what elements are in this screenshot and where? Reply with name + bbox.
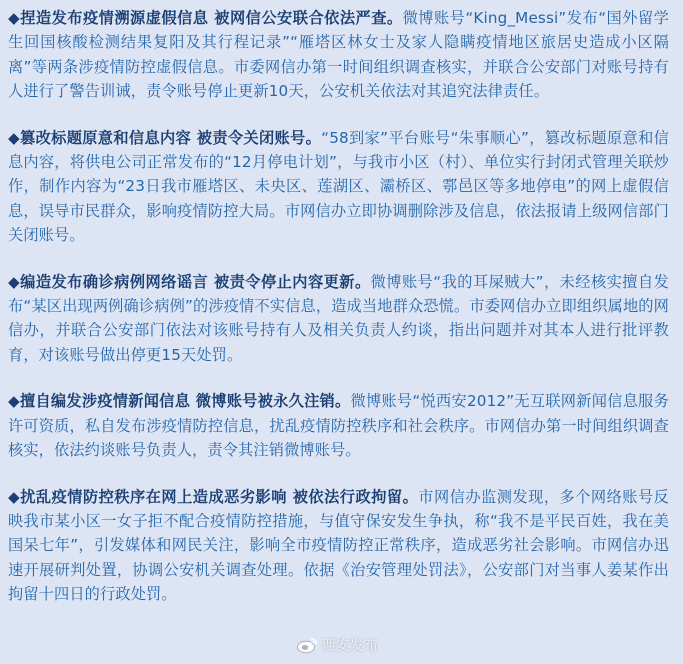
- news-body: 微博账号“我的耳屎贼大”，未经核实擅自发布“某区出现两例确诊病例”的涉疫情不实信息，造成当地群众恐慌。市委网信办立即组织属地的网信办，并联合公安部门依法对该账号持有人及相关负责人约谈，指出问题并对其本人进行批评教育，对该账号做出停更15天处罚。: [8, 272, 669, 364]
- news-headline: 篡改标题原意和信息内容 被责令关闭账号。: [20, 128, 322, 147]
- news-item-4: [8, 389, 669, 462]
- diamond-bullet-icon: ◆: [8, 487, 21, 506]
- news-body: 微博账号“King_Messi”发布“国外留学生回国核酸检测结果复阳及其行程记录”“雁塔区林女士及家人隐瞒疫情地区旅居史造成小区隔离”等两条涉疫情防控虚假信息。市委网信办第一时间组织调查核实，并联合公安部门对账号持有人进行了警告训诫，责令账号停止更新10天，公安机关依法对其追究法律责任。: [8, 9, 669, 101]
- news-item-1: [8, 6, 669, 104]
- news-headline: 编造发布确诊病例网络谣言 被责令停止内容更新。: [20, 272, 371, 291]
- news-item-2: [8, 126, 669, 248]
- news-item-5: [8, 485, 669, 607]
- news-paragraph: [8, 6, 669, 104]
- news-paragraph: [8, 270, 669, 368]
- diamond-bullet-icon: ◆: [8, 392, 20, 411]
- news-paragraph: [8, 389, 669, 462]
- diamond-bullet-icon: ◆: [8, 272, 21, 291]
- news-paragraph: [8, 126, 669, 248]
- news-paragraph: [8, 485, 669, 607]
- diamond-bullet-icon: ◆: [8, 9, 21, 27]
- news-headline: 擅自编发涉疫情新闻信息 微博账号被永久注销。: [19, 392, 351, 411]
- news-body: 市网信办监测发现，多个网络账号反映我市某小区一女子拒不配合疫情防控措施，与值守保安发生争执，称“我不是平民百姓，我在美国呆七年”，引发媒体和网民关注，影响全市疫情防控正常秩序，造成恶劣社会影响。市网信办迅速开展研判处置，协调公安机关调查处理。依据《治安管理处罚法》，公安部门对当事人姜某作出拘留十四日的行政处罚。: [8, 487, 669, 604]
- news-body: 微博账号“悦西安2012”无互联网新闻信息服务许可资质，私自发布涉疫情防控信息，扰乱疫情防控秩序和社会秩序。市网信办第一时间组织调查核实，依法约谈账号负责人，责令其注销微博账号。: [8, 392, 669, 460]
- news-item-3: [8, 270, 669, 368]
- diamond-bullet-icon: ◆: [8, 128, 21, 147]
- news-headline: 扰乱疫情防控秩序在网上造成恶劣影响 被依法行政拘留。: [20, 487, 419, 506]
- news-body: “58到家”平台账号“朱事顺心”，篡改标题原意和信息内容，将供电公司正常发布的“12月停电计划”，与我市小区（村）、单位实行封闭式管理关联炒作，制作内容为“23日我市雁塔区、未央区、莲湖区、灞桥区、鄠邑区等多地停电”的网上虚假信息，误导市民群众，影响疫情防控大局。市网信办立即协调删除涉及信息，依法报请上级网信部门关闭账号。: [8, 128, 669, 245]
- watermark-text: 西安发布: [322, 638, 378, 654]
- news-headline: 捏造发布疫情溯源虚假信息 被网信公安联合依法严查。: [20, 9, 403, 27]
